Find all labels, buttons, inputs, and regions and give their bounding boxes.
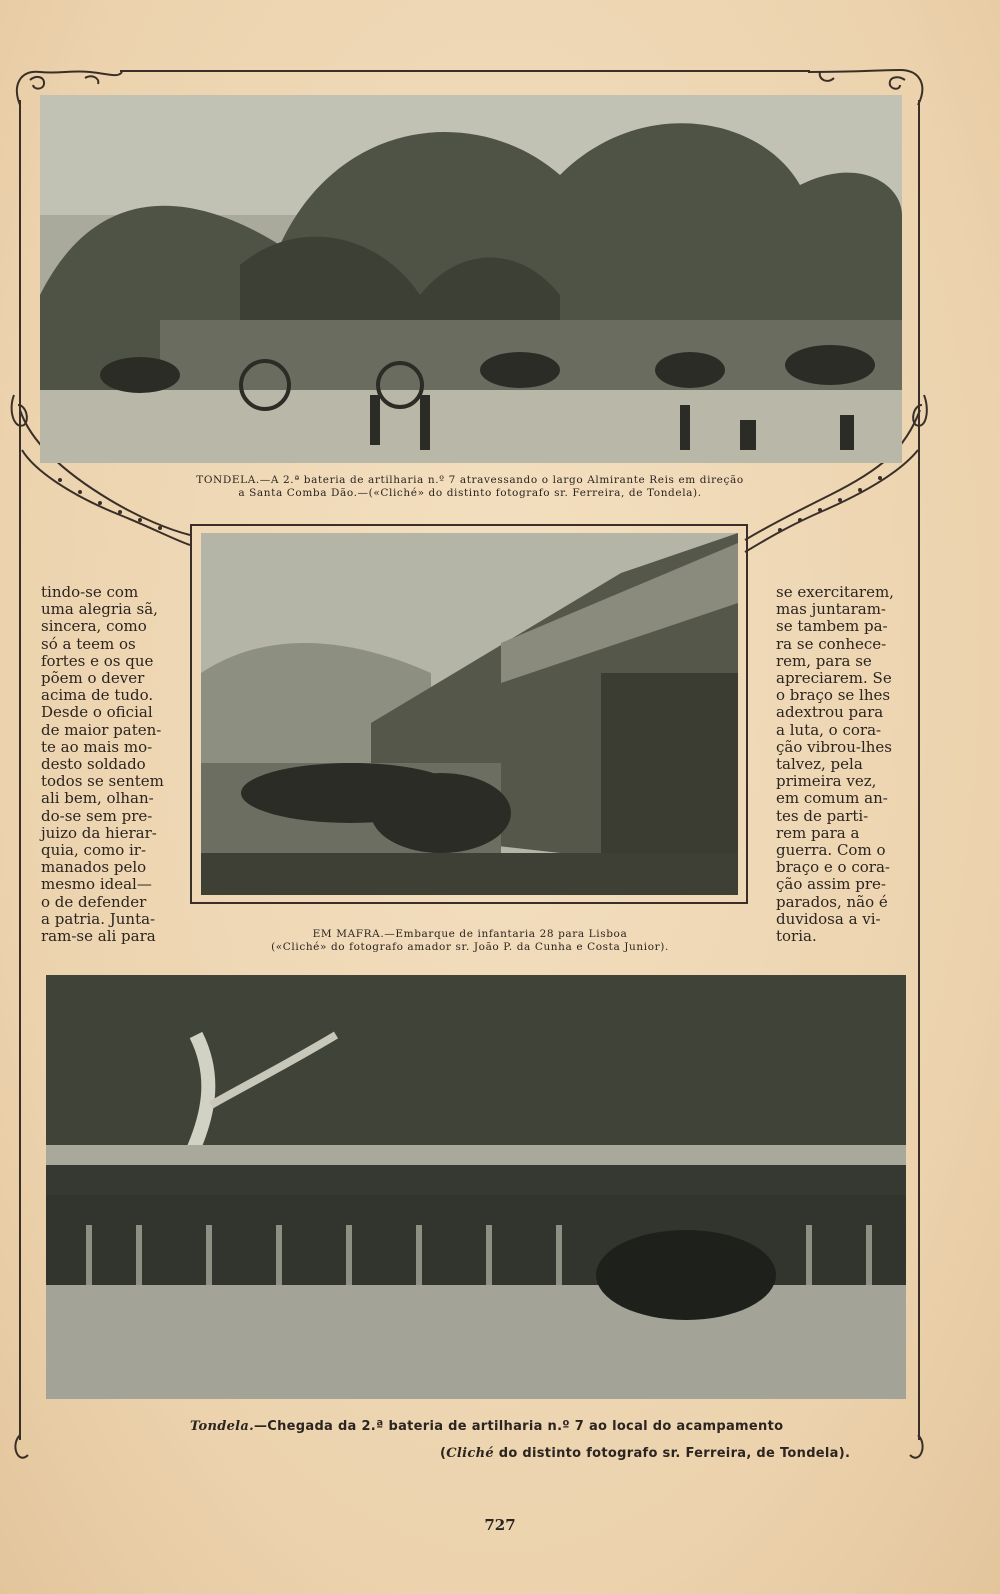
left-line: de maior paten- bbox=[41, 720, 162, 739]
right-line: toria. bbox=[776, 927, 817, 946]
right-line: apreciarem. Se bbox=[776, 669, 892, 688]
right-line: mas juntaram- bbox=[776, 600, 886, 619]
right-line: ção assim pre- bbox=[776, 875, 886, 894]
left-line: Desde o oficial bbox=[41, 703, 153, 722]
photo-mafra-train bbox=[201, 533, 738, 895]
right-line: adextrou para bbox=[776, 703, 884, 722]
left-line: juizo da hierar- bbox=[41, 823, 157, 842]
photo2-caption-line1: EM MAFRA.—Embarque de infantaria 28 para Lisboa bbox=[312, 928, 628, 940]
right-line: rem, para se bbox=[776, 651, 872, 670]
photo-artillery-square bbox=[40, 95, 902, 463]
photo1-caption bbox=[160, 474, 780, 500]
photo3-caption-text: —Chegada da 2.ª bateria de artilharia n.º 7 ao local do acampamento bbox=[253, 1419, 784, 1434]
left-line: acima de tudo. bbox=[41, 686, 154, 705]
right-line: duvidosa a vi- bbox=[776, 909, 881, 928]
photo3-caption-cliche: Cliché bbox=[446, 1446, 494, 1461]
left-line: fortes e os que bbox=[41, 651, 154, 670]
right-line: se exercitarem, bbox=[776, 583, 894, 601]
left-line: desto soldado bbox=[41, 755, 146, 774]
left-line: sincera, como bbox=[41, 617, 147, 636]
photo-arrival-camp bbox=[46, 975, 906, 1399]
photo1-caption-line2: a Santa Comba Dão.—(«Cliché» do distinto fotografo sr. Ferreira, de Tondela). bbox=[238, 487, 702, 499]
left-line: só a teem os bbox=[41, 634, 136, 653]
photo2-caption-line2: («Cliché» do fotografo amador sr. João P. da Cunha e Costa Junior). bbox=[271, 941, 669, 953]
right-line: em comum an- bbox=[776, 789, 888, 808]
right-line: primeira vez, bbox=[776, 772, 877, 791]
left-line: põem o dever bbox=[41, 669, 145, 688]
right-line: se tambem pa- bbox=[776, 617, 888, 636]
page-number: 727 bbox=[484, 1516, 516, 1534]
right-line: ra se conhece- bbox=[776, 634, 887, 653]
left-line: te ao mais mo- bbox=[41, 737, 153, 756]
left-text-column bbox=[41, 583, 164, 946]
right-line: guerra. Com o bbox=[776, 841, 886, 860]
right-line: rem para a bbox=[776, 823, 860, 842]
photo2-caption bbox=[235, 928, 705, 954]
left-line: manados pelo bbox=[41, 858, 147, 877]
right-line: ção vibrou-lhes bbox=[776, 737, 892, 756]
left-line: todos se sentem bbox=[41, 772, 164, 791]
right-line: braço e o cora- bbox=[776, 858, 890, 877]
photo3-caption-place: Tondela. bbox=[190, 1419, 254, 1434]
right-line: tes de parti- bbox=[776, 806, 869, 825]
photo3-caption-line1 bbox=[190, 1419, 783, 1434]
left-line: uma alegria sã, bbox=[41, 600, 158, 619]
left-line: do-se sem pre- bbox=[41, 806, 153, 825]
right-line: o braço se lhes bbox=[776, 686, 891, 705]
photo1-caption-line1: TONDELA.—A 2.ª bateria de artilharia n.º 7 atravessando o largo Almirante Reis em direção bbox=[196, 474, 744, 486]
left-line: mesmo ideal— bbox=[41, 875, 152, 894]
left-line: tindo-se com bbox=[41, 583, 139, 601]
right-text-column bbox=[776, 584, 901, 945]
photo3-caption-credit: do distinto fotografo sr. Ferreira, de Tondela). bbox=[493, 1446, 851, 1461]
left-line: ram-se ali para bbox=[41, 927, 156, 946]
photo3-caption-line2 bbox=[440, 1446, 850, 1461]
right-line: talvez, pela bbox=[776, 755, 863, 774]
left-line: quia, como ir- bbox=[41, 841, 147, 860]
left-line: ali bem, olhan- bbox=[41, 789, 154, 808]
left-line: a patria. Junta- bbox=[41, 909, 156, 928]
right-line: parados, não é bbox=[776, 892, 888, 911]
left-line: o de defender bbox=[41, 892, 147, 911]
right-line: a luta, o cora- bbox=[776, 720, 882, 739]
photo3-caption-open-paren: ( bbox=[440, 1446, 447, 1461]
